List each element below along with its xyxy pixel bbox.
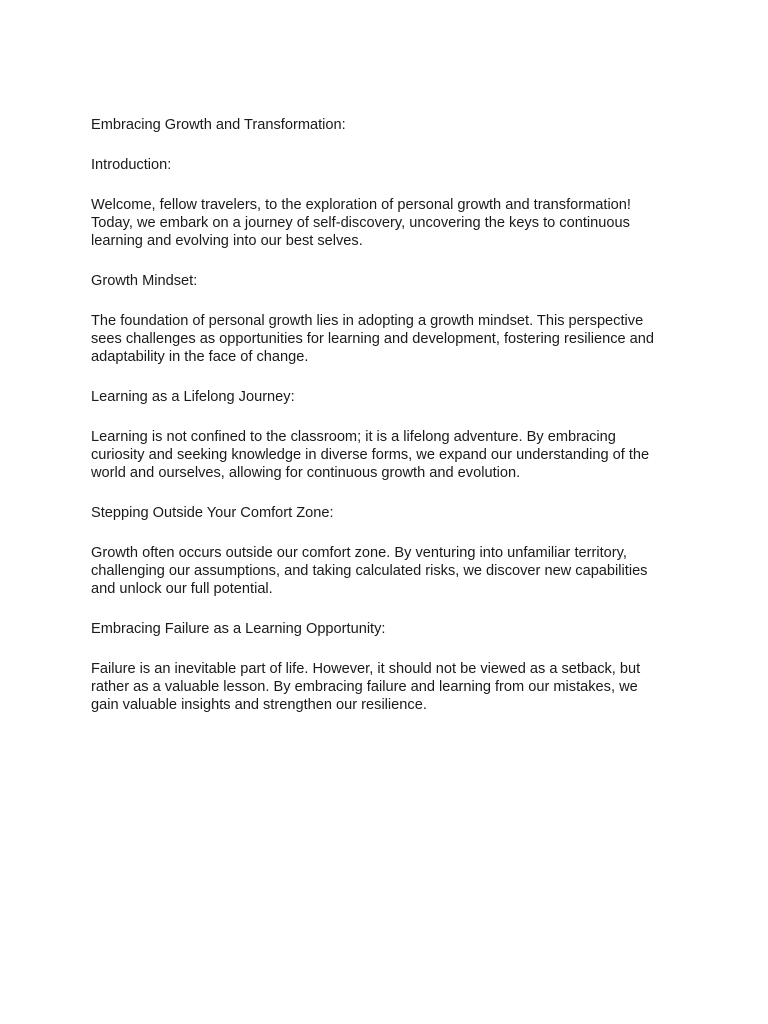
section-paragraph-lifelong-learning <box>91 428 691 482</box>
paragraph-line: Failure is an inevitable part of life. However, it should not be viewed as a setback, but <box>91 661 641 677</box>
section-paragraph-introduction <box>91 196 691 250</box>
section-paragraph-growth-mindset <box>91 312 691 366</box>
section-heading-comfort-zone: Stepping Outside Your Comfort Zone: <box>91 505 334 521</box>
paragraph-line: learning and evolving into our best selves. <box>91 233 363 249</box>
paragraph-line: world and ourselves, allowing for continuous growth and evolution. <box>91 465 521 481</box>
paragraph-line: Growth often occurs outside our comfort zone. By venturing into unfamiliar territory, <box>91 545 627 561</box>
paragraph-line: The foundation of personal growth lies in adopting a growth mindset. This perspective <box>91 313 644 329</box>
paragraph-line: Today, we embark on a journey of self-discovery, uncovering the keys to continuous <box>91 215 630 231</box>
document-title: Embracing Growth and Transformation: <box>91 117 346 133</box>
paragraph-line: and unlock our full potential. <box>91 581 273 597</box>
paragraph-line: rather as a valuable lesson. By embracing failure and learning from our mistakes, we <box>91 679 638 695</box>
section-paragraph-embracing-failure <box>91 660 691 714</box>
paragraph-line: Learning is not confined to the classroom; it is a lifelong adventure. By embracing <box>91 429 616 445</box>
section-heading-lifelong-learning: Learning as a Lifelong Journey: <box>91 389 295 405</box>
section-heading-introduction: Introduction: <box>91 157 172 173</box>
paragraph-line: sees challenges as opportunities for learning and development, fostering resilience and <box>91 331 655 347</box>
paragraph-line: adaptability in the face of change. <box>91 349 309 365</box>
paragraph-line: gain valuable insights and strengthen our resilience. <box>91 697 427 713</box>
paragraph-line: challenging our assumptions, and taking calculated risks, we discover new capabilities <box>91 563 648 579</box>
section-heading-growth-mindset: Growth Mindset: <box>91 273 198 289</box>
section-paragraph-comfort-zone <box>91 544 691 598</box>
paragraph-line: Welcome, fellow travelers, to the exploration of personal growth and transformation! <box>91 197 631 213</box>
document-page <box>91 116 691 736</box>
section-heading-embracing-failure: Embracing Failure as a Learning Opportunity: <box>91 621 386 637</box>
paragraph-line: curiosity and seeking knowledge in diverse forms, we expand our understanding of the <box>91 447 650 463</box>
